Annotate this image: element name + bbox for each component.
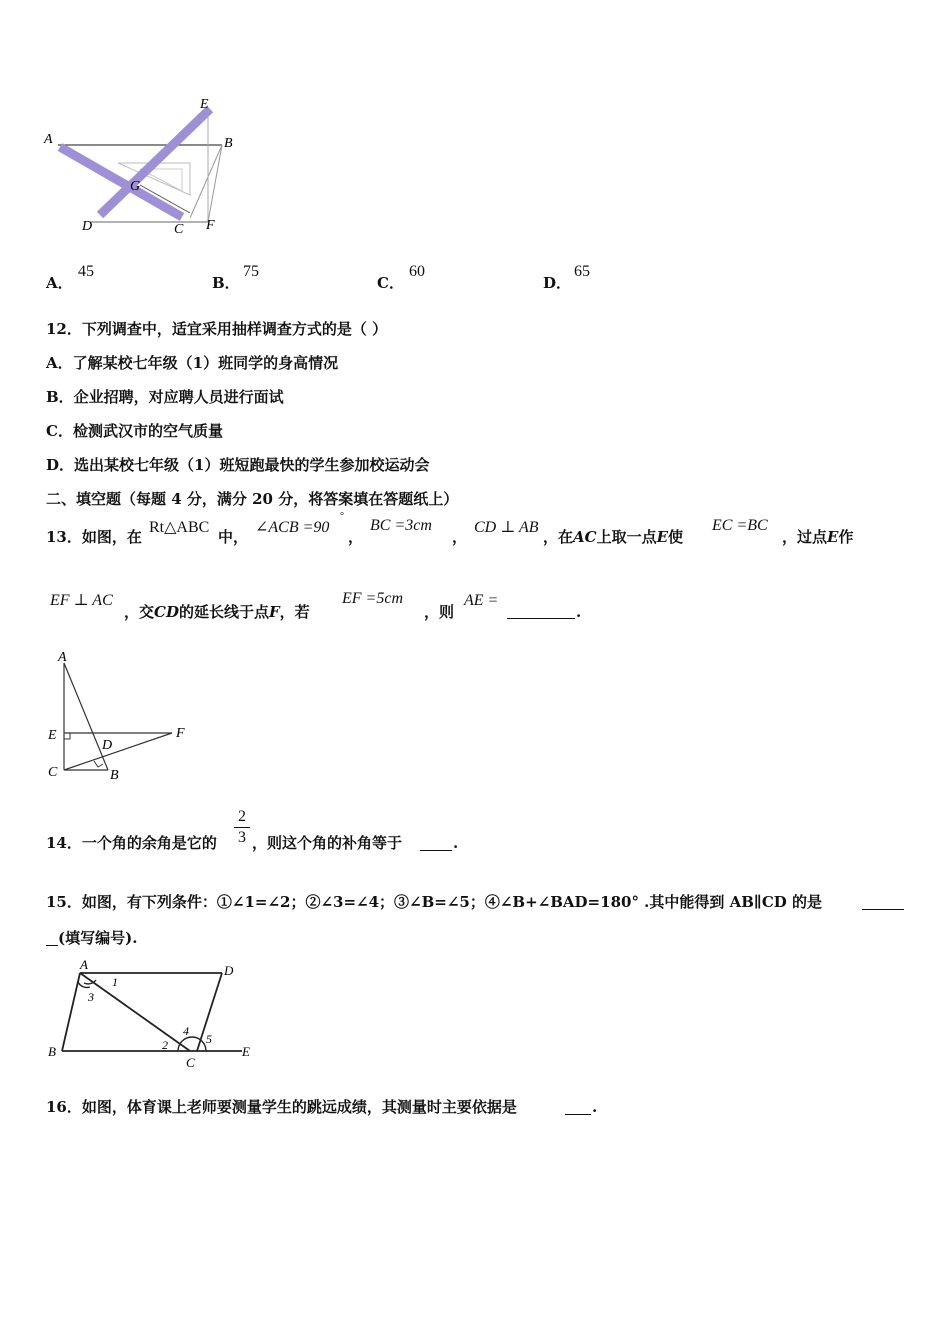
q13-math-cd-perp-ab: CD ⊥ AB <box>474 519 539 536</box>
label-A: A <box>44 132 53 147</box>
q13-period: . <box>576 603 582 621</box>
q13-text-5a: ，在 <box>543 528 574 546</box>
q13-text-6a: ，过点 <box>782 528 828 546</box>
figure-q11-triangles <box>40 95 250 240</box>
q14-text-1: 14．一个角的余角是它的 <box>46 834 217 852</box>
q13-text-7e: ，若 <box>279 603 310 621</box>
q13-text-4: ， <box>452 528 468 546</box>
fraction-bar <box>234 827 250 828</box>
q16-period: . <box>592 1098 598 1116</box>
label-F: F <box>206 218 215 233</box>
option-c-value: 60 <box>409 263 425 280</box>
q13-math-rt-abc: Rt△ABC <box>149 519 210 536</box>
q15-label-5: 5 <box>206 1032 212 1046</box>
q13-degree: ° <box>340 511 344 522</box>
option-a-letter: A． <box>46 274 73 292</box>
figure-q15-parallelogram <box>40 955 270 1080</box>
q13-f: F <box>268 603 280 621</box>
q14-fraction <box>234 808 250 847</box>
label-C: C <box>174 222 184 237</box>
q13-math-bc: BC =3cm <box>370 517 432 534</box>
q13-math-ec-bc: EC =BC <box>712 517 768 534</box>
q13-text-1: 13．如图，在 <box>46 528 142 546</box>
option-d-letter: D． <box>543 274 572 292</box>
q13-text-5 <box>543 527 683 547</box>
q13-label-D: D <box>102 738 113 753</box>
q15-label-2: 2 <box>162 1038 168 1052</box>
option-b-letter: B． <box>212 274 240 292</box>
q15-label-D: D <box>224 963 234 978</box>
q13-text-5c: 上取一点 <box>596 528 657 546</box>
q13-label-A: A <box>58 650 67 665</box>
q13-text-3: ， <box>348 528 364 546</box>
section-heading: 二、填空题（每题 4 分，满分 20 分，将答案填在答题纸上） <box>46 490 459 508</box>
label-D: D <box>82 219 93 234</box>
q13-math-ef-perp-ac: EF ⊥ AC <box>50 592 113 609</box>
q14-answer-blank <box>420 836 452 855</box>
label-G: G <box>130 179 141 194</box>
q13-answer-blank <box>507 604 575 623</box>
q15-label-A: A <box>80 957 88 972</box>
q15-label-B: B <box>48 1044 56 1059</box>
q14-numerator: 2 <box>238 808 246 825</box>
q13-math-angle: ∠ACB =90 <box>255 519 330 536</box>
q12-option-a: A．了解某校七年级（1）班同学的身高情况 <box>46 354 339 372</box>
q15-answer-blank-b <box>46 931 58 950</box>
q12-option-d: D．选出某校七年级（1）班短跑最快的学生参加校运动会 <box>46 456 430 474</box>
q13-text-7 <box>124 602 310 622</box>
q16-answer-blank <box>565 1100 591 1119</box>
q15-label-1: 1 <box>112 975 118 989</box>
q13-label-C: C <box>48 765 58 780</box>
q13-e2: E <box>827 528 839 546</box>
q15-label-C: C <box>186 1055 195 1070</box>
q13-math-ae: AE = <box>464 592 499 609</box>
figure-q13-triangle <box>40 645 200 785</box>
q12-option-c: C．检测武汉市的空气质量 <box>46 422 223 440</box>
q15-text-line1: 15．如图，有下列条件：①∠1=∠2；②∠3=∠4；③∠B=∠5；④∠B+∠BAD=180° .其中能得到 AB∥CD 的是 <box>46 893 823 911</box>
option-c-letter: C． <box>377 274 404 292</box>
q15-text-line2: (填写编号). <box>58 929 138 947</box>
option-b-value: 75 <box>243 263 259 280</box>
q13-math-ef-5cm: EF =5cm <box>342 590 403 607</box>
q15-label-E: E <box>242 1044 250 1059</box>
q14-text-2: ，则这个角的补角等于 <box>252 834 403 852</box>
q12-stem: 12．下列调查中，适宜采用抽样调查方式的是（ ） <box>46 320 388 338</box>
label-B: B <box>224 136 233 151</box>
q13-text-2: 中， <box>218 528 249 546</box>
q15-label-3: 3 <box>88 990 94 1004</box>
option-d-value: 65 <box>574 263 590 280</box>
option-a-value: 45 <box>78 263 94 280</box>
q13-cd: CD <box>154 603 179 621</box>
q13-label-F: F <box>176 726 185 741</box>
label-E: E <box>200 97 209 112</box>
q13-text-7c: 的延长线于点 <box>178 603 269 621</box>
q13-e: E <box>656 528 669 546</box>
q13-label-E: E <box>48 728 57 743</box>
q13-text-6 <box>782 527 853 547</box>
q14-denominator: 3 <box>238 829 246 846</box>
q14-period: . <box>453 834 459 852</box>
q16-text: 16．如图，体育课上老师要测量学生的跳远成绩，其测量时主要依据是 <box>46 1098 517 1116</box>
q13-text-6c: 作 <box>838 528 854 546</box>
q13-ac: AC <box>573 528 597 546</box>
q15-answer-blank-a <box>862 895 904 914</box>
q13-text-7a: ，交 <box>124 603 155 621</box>
q13-text-5e: 使 <box>668 528 684 546</box>
q12-option-b: B．企业招聘，对应聘人员进行面试 <box>46 388 284 406</box>
q13-text-8: ，则 <box>424 603 455 621</box>
q13-label-B: B <box>110 768 119 783</box>
q15-label-4: 4 <box>183 1024 189 1038</box>
